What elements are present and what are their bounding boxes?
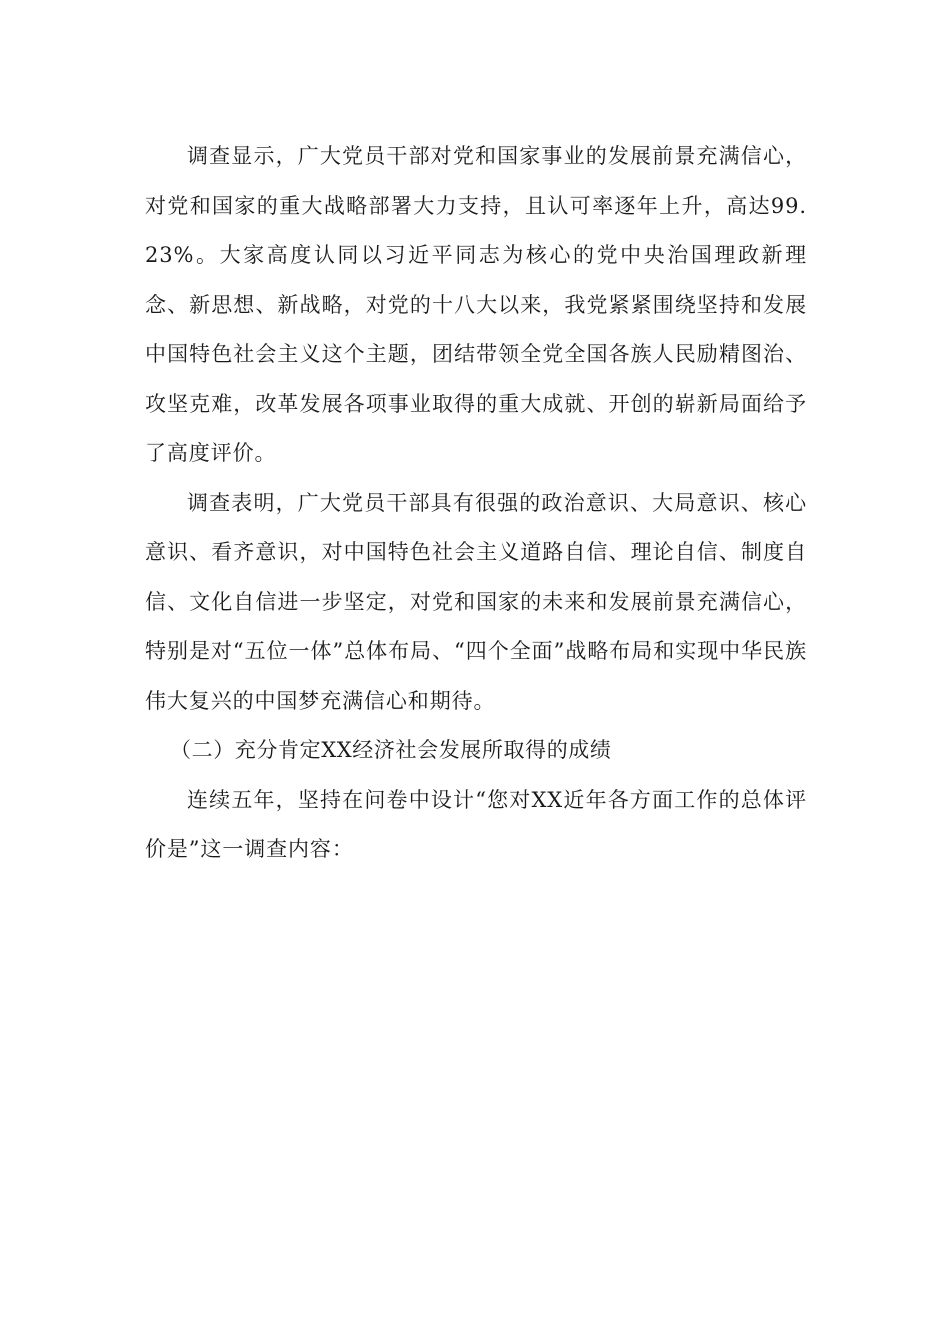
- document-body: [145, 132, 807, 875]
- section-heading: （二）充分肯定XX经济社会发展所取得的成绩: [170, 738, 612, 762]
- paragraph-survey-awareness: 调查表明，广大党员干部具有很强的政治意识、大局意识、核心意识、看齐意识，对中国特色社会主义道路自信、理论自信、制度自信、文化自信进一步坚定，对党和国家的未来和发展前景充满信心，特别是对“五位一体”总体布局、“四个全面”战略布局和实现中华民族伟大复兴的中国梦充满信心和期待。: [145, 490, 807, 713]
- paragraph-survey-question: 连续五年，坚持在问卷中设计“您对XX近年各方面工作的总体评价是”这一调查内容：: [145, 787, 807, 861]
- paragraph-survey-confidence: 调查显示，广大党员干部对党和国家事业的发展前景充满信心，对党和国家的重大战略部署大力支持，且认可率逐年上升，高达99.23%。大家高度认同以习近平同志为核心的党中央治国理政新理念、新思想、新战略，对党的十八大以来，我党紧紧围绕坚持和发展中国特色社会主义这个主题，团结带领全党全国各族人民励精图治、攻坚克难，改革发展各项事业取得的重大成就、开创的崭新局面给予了高度评价。: [145, 144, 807, 465]
